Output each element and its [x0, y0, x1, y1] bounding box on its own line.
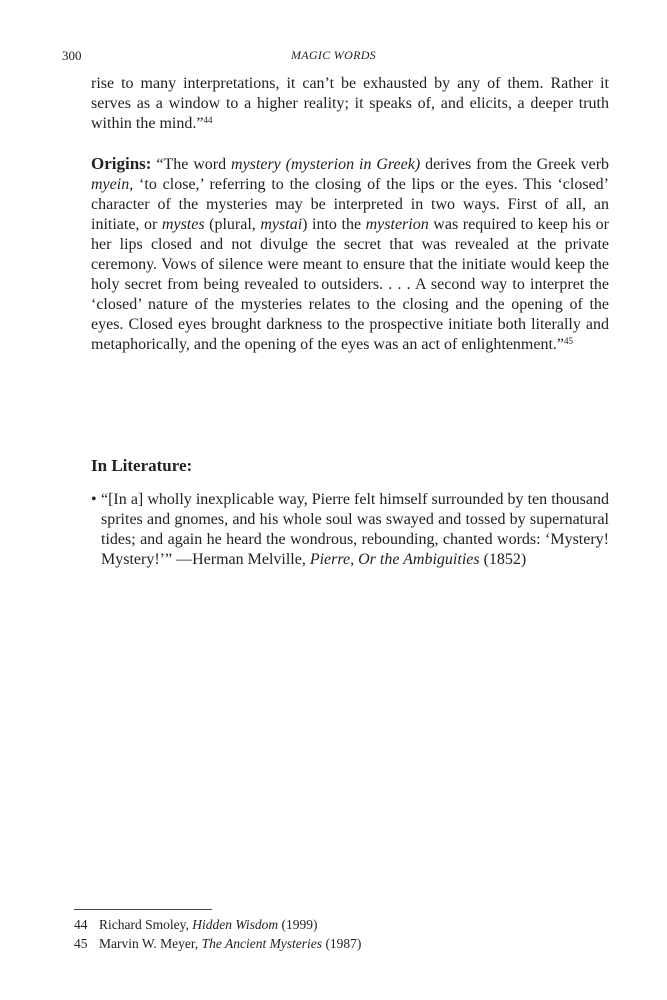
- literature-quote: [101, 490, 609, 570]
- origins-text-5: ) into the: [302, 216, 366, 233]
- footnote-author: Marvin W. Meyer,: [99, 936, 202, 951]
- origins-text-6: was required to keep his or her lips closed and not divulge the secret that was revealed at the private ceremony. Vows of silence were meant to ensure that the initiate would keep the holy secret from being revealed to outsiders. . . . A second way to interpret the ‘closed’ nature of the mysteries relates to the closing and the opening of the eyes. Closed eyes brought darkness to the prospective initiate both literally and metaphorically, and the opening of the eyes was an act of enlightenment.”: [91, 216, 609, 353]
- running-head: MAGIC WORDS: [291, 48, 376, 62]
- origins-term-mystai: mystai: [260, 216, 303, 233]
- footnotes: [74, 915, 361, 953]
- footnote-title: The Ancient Mysteries: [201, 936, 323, 951]
- footnote-item: [74, 915, 361, 934]
- bullet-icon: •: [91, 491, 97, 508]
- footnote-ref-44: 44: [203, 115, 213, 125]
- quote-year: (1852): [479, 551, 527, 568]
- origins-text-1: “The word: [151, 156, 232, 173]
- footnote-number: 44: [74, 917, 88, 932]
- footnote-number: 45: [74, 936, 88, 951]
- quote-work-title: Pierre, Or the Ambiguities: [309, 551, 480, 568]
- footnote-title: Hidden Wisdom: [192, 917, 279, 932]
- origins-text-3: , ‘to close,’ referring to the closing of the lips or the eyes. This ‘closed’ character of the mysteries may be interpreted in two ways. First of all, an initiate, or: [91, 176, 609, 233]
- paragraph-continuation: [91, 74, 609, 134]
- origins-term-mystery: mystery (mysterion in Greek): [231, 156, 421, 173]
- origins-term-myein: myein: [91, 176, 130, 193]
- literature-list-item: [91, 490, 609, 570]
- literature-heading: In Literature:: [91, 456, 193, 475]
- origins-text-2: derives from the Greek verb: [420, 156, 610, 173]
- origins-term-mysterion: mysterion: [365, 216, 429, 233]
- footnote-divider: [74, 909, 212, 910]
- footnote-year: (1987): [322, 936, 362, 951]
- quote-text: “[In a] wholly inexplicable way, Pierre felt himself surrounded by ten thousand sprites and gnomes, and his whole soul was swayed and tossed by supernatural tides; and again he heard the wondrous, rebounding, chanted words: ‘Mystery! Mystery!’” —Herman Melville,: [101, 491, 609, 568]
- origins-label: Origins:: [91, 154, 152, 173]
- origins-text-4: (plural,: [204, 216, 261, 233]
- footnote-ref-45: 45: [564, 336, 574, 346]
- paragraph-text: rise to many interpretations, it can’t be exhausted by any of them. Rather it serves as a window to a higher reality; it speaks of, and elicits, a deeper truth within the mind.”: [91, 75, 609, 132]
- footnote-author: Richard Smoley,: [99, 917, 193, 932]
- paragraph-origins: [91, 154, 609, 355]
- footnote-year: (1999): [278, 917, 318, 932]
- origins-term-mystes: mystes: [161, 216, 205, 233]
- footnote-item: [74, 934, 361, 953]
- page-number: 300: [62, 48, 82, 63]
